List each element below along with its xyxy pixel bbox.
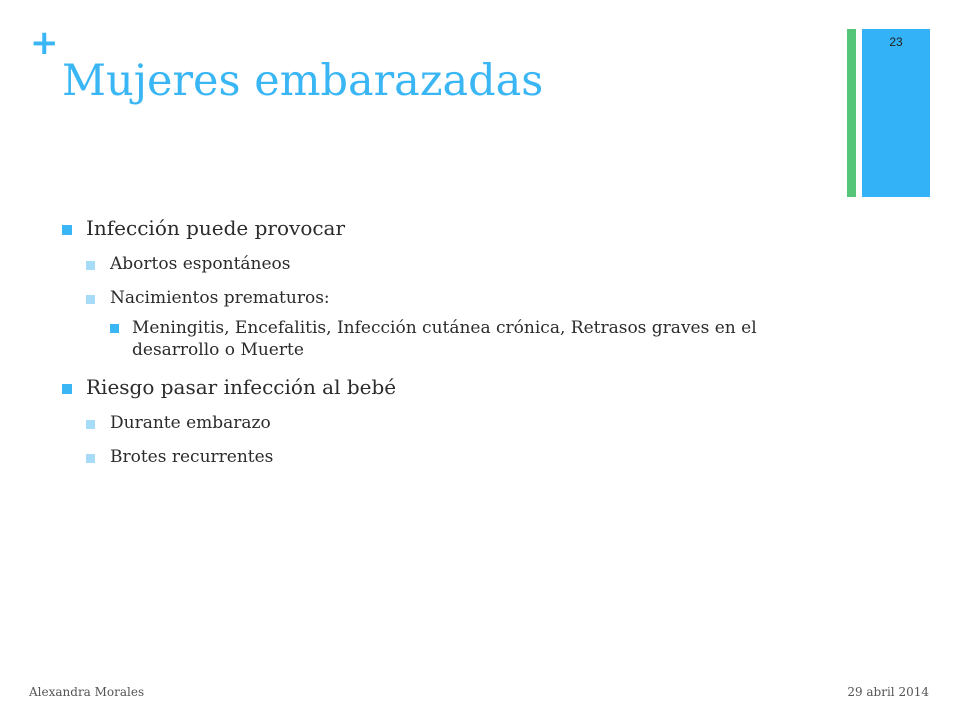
sub-bullet-text: Abortos espontáneos	[110, 254, 291, 274]
sub-bullet-text: Nacimientos prematuros:	[110, 288, 330, 309]
sub-bullet-pregnancy	[86, 412, 802, 434]
bullet-list	[62, 216, 802, 469]
sub-sub-bullet-list	[110, 317, 802, 361]
slide-content	[62, 216, 802, 483]
bullet-text: Riesgo pasar infección al bebé	[86, 375, 397, 400]
bullet-square-icon	[86, 261, 95, 270]
sub-sub-bullet-text: Meningitis, Encefalitis, Infección cutánea crónica, Retrasos graves en el desarrollo o Muerte	[132, 318, 757, 361]
bullet-infection	[62, 216, 802, 361]
plus-icon: +	[30, 23, 59, 63]
accent-bar-green	[847, 29, 856, 197]
bullet-square-icon	[86, 454, 95, 463]
sub-sub-bullet-complications	[110, 317, 802, 361]
accent-bar-blue	[862, 29, 930, 197]
bullet-text: Infección puede provocar	[86, 216, 346, 240]
footer-date: 29 abril 2014	[847, 685, 929, 699]
sub-bullet-abortions	[86, 253, 802, 275]
bullet-square-icon	[62, 384, 72, 394]
bullet-square-icon	[86, 295, 95, 304]
sub-bullet-recurrent-outbreaks	[86, 446, 802, 468]
bullet-transmission-risk	[62, 375, 802, 468]
bullet-square-icon	[110, 324, 119, 333]
sub-bullet-premature-births	[86, 287, 802, 361]
slide-number: 23	[889, 35, 903, 49]
bullet-square-icon	[62, 225, 72, 235]
footer-author: Alexandra Morales	[29, 685, 145, 699]
bullet-square-icon	[86, 420, 95, 429]
sub-bullet-list	[86, 253, 802, 361]
sub-bullet-list	[86, 412, 802, 468]
sub-bullet-text: Durante embarazo	[110, 413, 271, 434]
slide-title: Mujeres embarazadas	[62, 56, 544, 106]
sub-bullet-text: Brotes recurrentes	[110, 447, 274, 468]
